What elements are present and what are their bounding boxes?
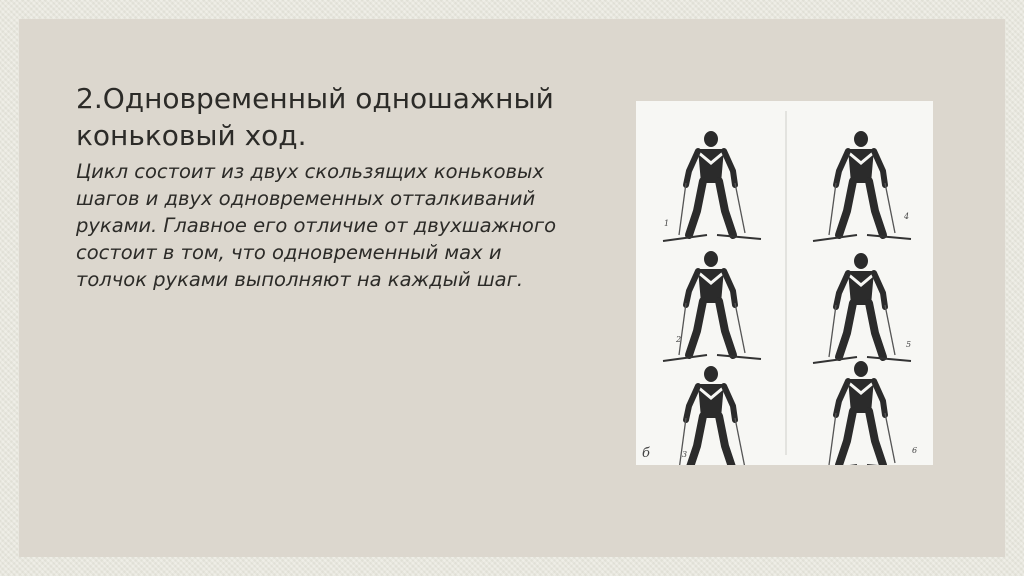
body-line-5: толчок руками выполняют на каждый шаг. — [76, 268, 524, 291]
title-line-1: 2.Одновременный одношажный — [76, 82, 554, 115]
body-line-4: состоит в том, что одновременный мах и — [76, 241, 502, 264]
skier-technique-illustration — [636, 101, 933, 465]
skier-frame-2 — [663, 251, 761, 361]
figure-caption-letter: б — [642, 446, 650, 461]
body-text — [76, 158, 611, 293]
body-line-1: Цикл состоит из двух скользящих коньковых — [76, 160, 544, 183]
skier-frame-4 — [813, 131, 911, 241]
title-line-2: коньковый ход. — [76, 119, 307, 152]
frame-number-4: 4 — [904, 212, 910, 221]
skier-frame-5 — [813, 253, 911, 363]
frame-number-5: 5 — [906, 340, 912, 349]
skier-frame-6 — [813, 361, 911, 465]
skier-frame-1 — [663, 131, 761, 241]
frame-number-1: 1 — [664, 219, 670, 228]
frame-number-3: 3 — [682, 450, 688, 459]
body-line-2: шагов и двух одновременных отталкиваний — [76, 187, 536, 210]
skier-figure-svg — [636, 101, 933, 465]
frame-number-6: 6 — [912, 446, 918, 455]
skier-frame-3 — [663, 366, 761, 465]
frame-number-2: 2 — [676, 335, 682, 344]
slide-title — [76, 80, 596, 154]
body-line-3: руками. Главное его отличие от двухшажного — [76, 214, 557, 237]
slide — [19, 19, 1005, 557]
